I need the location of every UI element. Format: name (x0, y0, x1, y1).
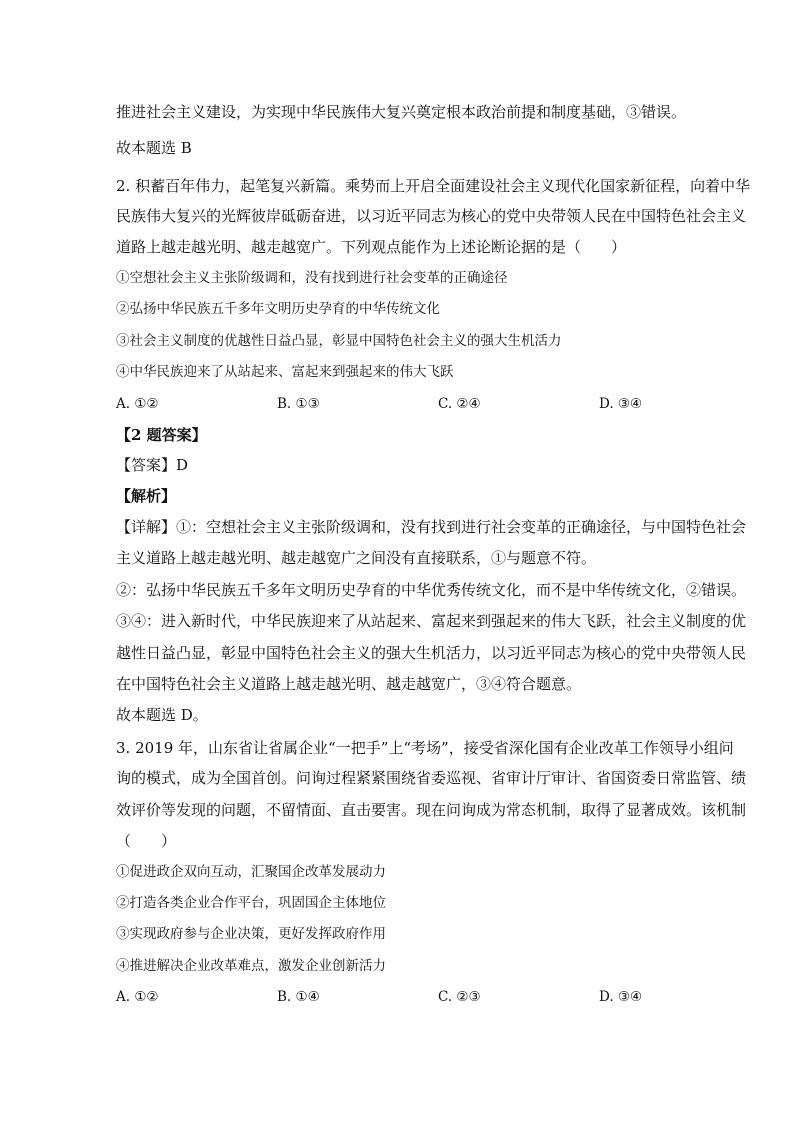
q2-analysis-line-6: 在中国特色社会主义道路上越走越光明、越走越宽广，③④符合题意。 (116, 675, 582, 693)
q2-analysis-line-2: 主义道路上越走越光明、越走越宽广之间没有直接联系，①与题意不符。 (116, 549, 597, 567)
q2-option-a: A. ①② (116, 396, 159, 412)
q2-analysis-line-4: ③④：进入新时代，中华民族迎来了从站起来、富起来到强起来的伟大飞跃，社会主义制度的优 (116, 612, 747, 630)
q2-analysis-line-1: 【详解】①：空想社会主义主张阶级调和，没有找到进行社会变革的正确途径，与中国特色社会 (116, 518, 747, 536)
q3-option-c: C. ②③ (438, 989, 481, 1005)
q2-option-b: B. ①③ (277, 396, 320, 412)
q2-answer: 【答案】D (116, 456, 189, 474)
q3-item-2: ②打造各类企业合作平台，巩固国企主体地位 (116, 895, 386, 911)
q3-stem-line-2: 询的模式，成为全国首创。问询过程紧紧围绕省委巡视、省审计厅审计、省国资委日常监管、绩 (116, 769, 747, 787)
q3-stem-line-1: 3. 2019 年，山东省让省属企业“一把手”上“考场”，接受省深化国有企业改革工作领导小组问 (116, 739, 734, 757)
q2-option-d: D. ③④ (599, 396, 643, 412)
q2-item-2: ②弘扬中华民族五千多年文明历史孕育的中华传统文化 (116, 301, 440, 317)
q3-stem-line-3: 效评价等发现的问题，不留情面、直击要害。现在问询成为常态机制，取得了显著成效。该机制 (116, 801, 747, 819)
q3-option-d: D. ③④ (599, 989, 643, 1005)
q2-item-3: ③社会主义制度的优越性日益凸显，彰显中国特色社会主义的强大生机活力 (116, 333, 562, 349)
q2-analysis-line-5: 越性日益凸显，彰显中国特色社会主义的强大生机活力，以习近平同志为核心的党中央带领人民 (116, 644, 747, 662)
q1-tail-line-1: 推进社会主义建设，为实现中华民族伟大复兴奠定根本政治前提和制度基础，③错误。 (116, 103, 687, 121)
q3-stem-line-4: （ ） (116, 832, 177, 850)
q2-option-c: C. ②④ (438, 396, 481, 412)
q3-item-4: ④推进解决企业改革难点，激发企业创新活力 (116, 958, 386, 974)
q1-conclusion: 故本题选 B (116, 139, 192, 157)
q3-item-1: ①促进政企双向互动，汇聚国企改革发展动力 (116, 864, 386, 880)
q3-option-a: A. ①② (116, 989, 159, 1005)
q3-item-3: ③实现政府参与企业决策，更好发挥政府作用 (116, 926, 386, 942)
q2-answer-header: 【2 题答案】 (116, 426, 207, 444)
q2-item-1: ①空想社会主义主张阶级调和，没有找到进行社会变革的正确途径 (116, 270, 508, 286)
q3-option-b: B. ①④ (277, 989, 320, 1005)
q2-stem-line-2: 民族伟大复兴的光辉彼岸砥砺奋进，以习近平同志为核心的党中央带领人民在中国特色社会主义 (116, 207, 747, 225)
q2-analysis-header: 【解析】 (116, 487, 177, 505)
q2-stem-line-1: 2. 积蓄百年伟力，起笔复兴新篇。乘势而上开启全面建设社会主义现代化国家新征程，向着中华 (116, 177, 751, 195)
q2-conclusion: 故本题选 D。 (116, 706, 208, 724)
q2-item-4: ④中华民族迎来了从站起来、富起来到强起来的伟大飞跃 (116, 364, 454, 380)
q2-analysis-line-3: ②：弘扬中华民族五千多年文明历史孕育的中华优秀传统文化，而不是中华传统文化，②错误。 (116, 581, 747, 599)
q2-stem-line-3: 道路上越走越光明、越走越宽广。下列观点能作为上述论断论据的是（ ） (116, 238, 627, 256)
